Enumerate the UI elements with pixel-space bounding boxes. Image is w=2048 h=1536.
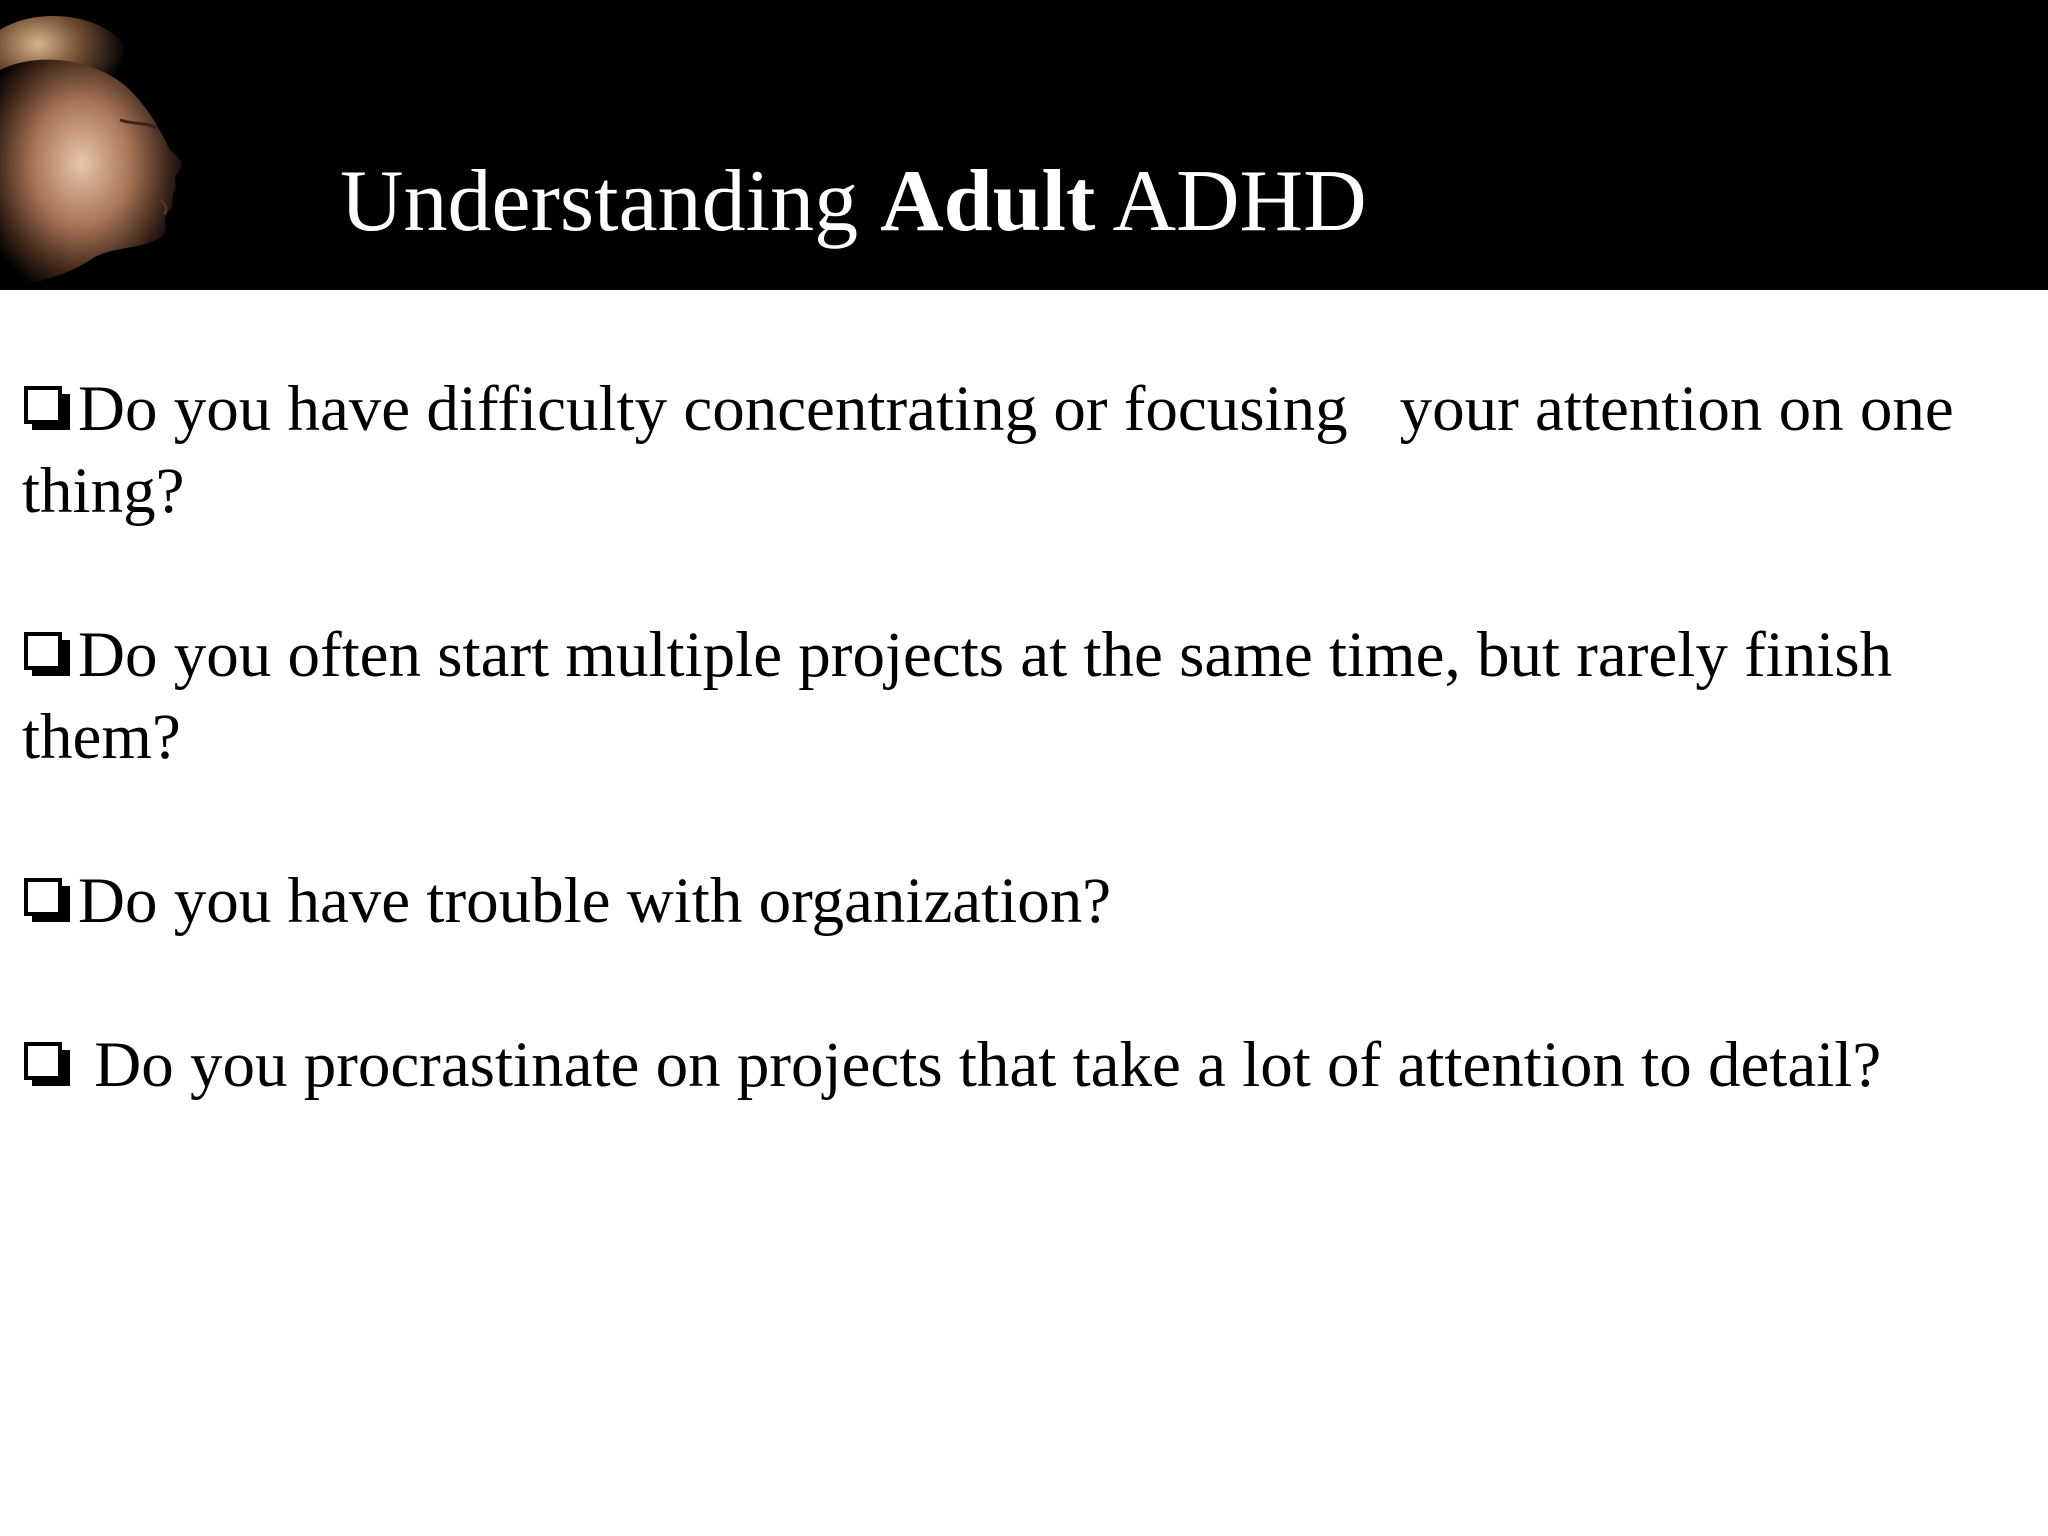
title-prefix: Understanding — [340, 153, 881, 250]
list-item — [22, 860, 2012, 942]
list-item — [22, 368, 2012, 532]
slide-title — [340, 153, 1367, 250]
list-item — [22, 1024, 2012, 1106]
list-item — [22, 614, 2012, 778]
bullet-text: Do you often start multiple projects at the same time, but rarely finish them? — [22, 619, 1893, 773]
question-list — [22, 368, 2012, 1188]
checkbox-bullet-icon — [22, 876, 74, 928]
bullet-text: Do you procrastinate on projects that take a lot of attention to detail? — [78, 1029, 1882, 1101]
checkbox-bullet-icon — [22, 630, 74, 682]
checkbox-bullet-icon — [22, 384, 74, 436]
child-profile-portrait — [0, 0, 240, 290]
title-suffix: ADHD — [1095, 153, 1367, 250]
bullet-text-part-b: your attention on one thing? — [22, 373, 1954, 527]
bullet-text-part-a: Do you have difficulty concentrating or focusing — [78, 373, 1348, 445]
title-bold-word: Adult — [880, 153, 1096, 250]
checkbox-bullet-icon — [22, 1040, 74, 1092]
bullet-text: Do you have trouble with organization? — [78, 865, 1112, 937]
header-banner — [0, 0, 2048, 290]
